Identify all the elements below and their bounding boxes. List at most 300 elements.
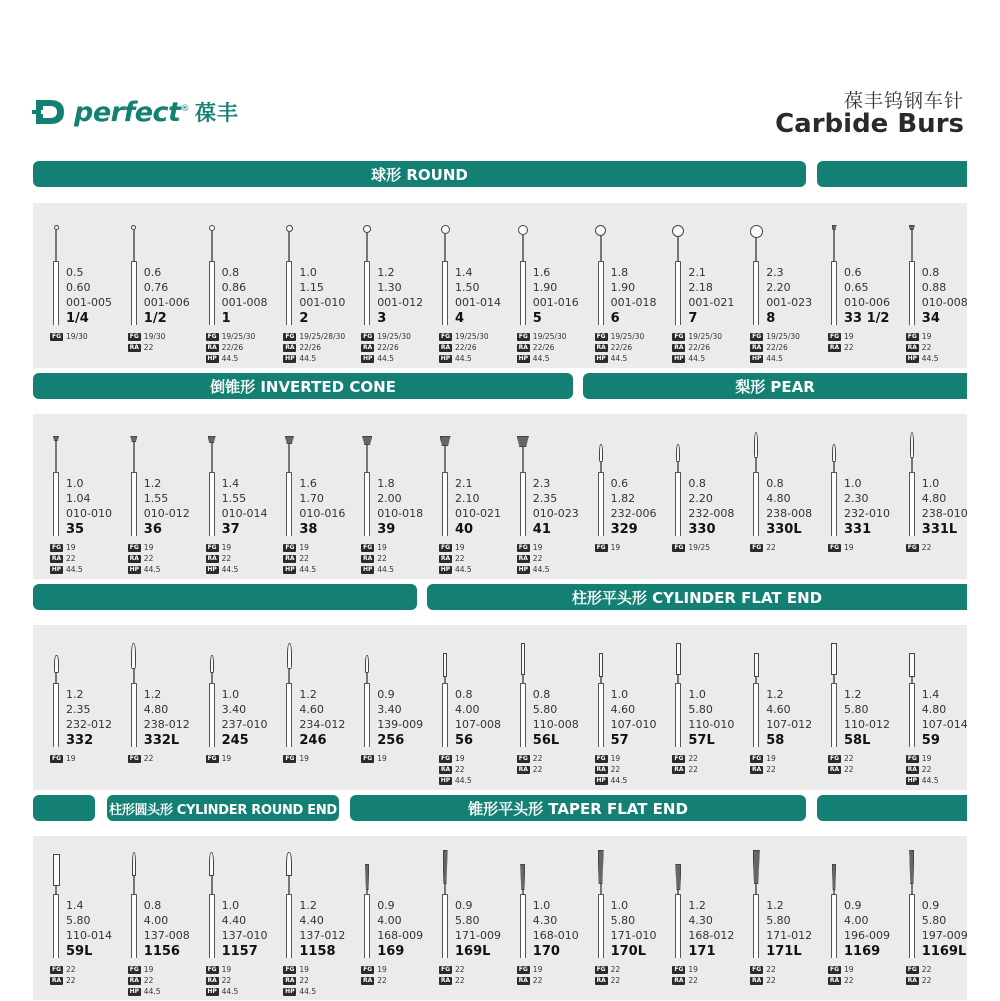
section-bar-round: 球形 ROUND: [33, 161, 806, 187]
bur-dimension-value: 0.8: [921, 266, 940, 279]
bur-dimension-value: 107-014: [921, 718, 968, 731]
bur-code: 1: [221, 311, 231, 326]
bur-neck: [600, 462, 602, 472]
bur-shank: [286, 683, 292, 747]
bur-item: [119, 836, 197, 1001]
bur-shank-specs: [828, 542, 854, 553]
spec-value: 22: [610, 765, 621, 774]
bur-code: 58: [766, 733, 785, 748]
spec-line: [361, 553, 394, 564]
spec-type-badge: HP: [596, 776, 606, 784]
spec-type-badge: RA: [440, 343, 451, 351]
bur-dimension-value: 1.8: [377, 477, 395, 490]
bur-item: [352, 414, 430, 579]
bur-dimension-value: 137-008: [143, 929, 190, 942]
bur-neck: [211, 231, 213, 261]
spec-value: 19: [921, 754, 932, 763]
bur-shank: [598, 472, 604, 536]
bur-item: [41, 203, 119, 368]
spec-line: [517, 975, 543, 986]
bur-neck: [366, 673, 368, 683]
bur-shank-specs: [50, 331, 88, 342]
spec-line: [595, 775, 628, 786]
bur-neck: [911, 677, 913, 683]
spec-value: 22: [143, 754, 154, 763]
bur-shank-specs: [750, 542, 776, 553]
bur-neck: [366, 445, 368, 472]
bur-dimension-value: 4.80: [766, 492, 791, 505]
spec-value: 19: [221, 965, 232, 974]
bur-dimensions: [299, 687, 345, 732]
spec-value: 44.5: [221, 354, 239, 363]
spec-line: [128, 986, 161, 997]
bur-dimensions: [222, 687, 268, 732]
spec-line: [750, 342, 800, 353]
spec-line: [206, 564, 239, 575]
bur-dimension-value: 5.80: [688, 703, 713, 716]
bur-item: [197, 836, 275, 1001]
spec-line: [906, 775, 939, 786]
bur-shank-specs: [439, 964, 465, 986]
bur-neck: [911, 884, 913, 894]
bur-item: [897, 203, 975, 368]
bur-dimension-value: 1.0: [610, 899, 629, 912]
bur-dimension-value: 001-016: [532, 296, 579, 309]
spec-type-badge: FG: [596, 543, 606, 551]
bur-shank-specs: [128, 331, 166, 353]
spec-type-badge: FG: [752, 754, 762, 762]
spec-type-badge: FG: [752, 965, 762, 973]
bur-neck: [288, 232, 290, 261]
spec-type-badge: FG: [829, 332, 840, 340]
bur-head: [599, 653, 603, 677]
bur-dimension-value: 2.3: [532, 477, 551, 490]
spec-line: [439, 353, 489, 364]
spec-value: 22/26: [299, 343, 322, 352]
bur-shank-specs: [361, 753, 387, 764]
bur-shank-specs: [750, 331, 800, 364]
bur-dimension-value: 001-008: [221, 296, 268, 309]
bur-head: [286, 852, 292, 876]
spec-type-badge: RA: [518, 765, 528, 773]
spec-value: 44.5: [455, 565, 472, 574]
bur-dimensions: [688, 265, 734, 310]
bur-code: 34: [921, 311, 940, 326]
spec-value: 19: [532, 965, 543, 974]
bur-dimension-value: 232-010: [844, 507, 890, 520]
spec-line: [828, 964, 854, 975]
bur-code: 33 1/2: [844, 311, 890, 326]
bur-shank: [909, 683, 915, 747]
spec-value: 44.5: [921, 776, 939, 785]
spec-line: [206, 342, 256, 353]
spec-type-badge: RA: [752, 343, 762, 351]
spec-line: [906, 353, 939, 364]
spec-type-badge: FG: [518, 332, 528, 340]
bur-item: [586, 836, 664, 1001]
bur-shank-specs: [206, 753, 232, 764]
bur-head: [676, 444, 680, 462]
bur-shank-specs: [206, 331, 256, 364]
bur-shank: [209, 472, 215, 536]
bur-neck: [755, 238, 757, 261]
spec-line: [439, 331, 489, 342]
bur-item: [119, 203, 197, 368]
spec-value: 22: [921, 543, 932, 552]
spec-line: [283, 986, 316, 997]
spec-line: [206, 353, 256, 364]
bur-dimension-value: 010-006: [844, 296, 890, 309]
spec-type-badge: HP: [285, 987, 295, 995]
bur-dimension-value: 0.60: [66, 281, 91, 294]
bur-shank-specs: [283, 331, 345, 364]
spec-type-badge: RA: [674, 976, 684, 984]
spec-type-badge: HP: [51, 565, 62, 573]
bur-dimensions: [922, 476, 968, 521]
spec-value: 22: [766, 976, 776, 985]
spec-line: [283, 964, 316, 975]
bur-shank: [286, 894, 292, 958]
spec-line: [361, 753, 387, 764]
spec-type-badge: FG: [829, 965, 840, 973]
bur-dimension-value: 0.8: [455, 688, 473, 701]
bur-head: [909, 850, 914, 884]
bur-head: [750, 225, 763, 238]
bur-dimension-value: 001-018: [610, 296, 657, 309]
bur-dimension-value: 010-016: [299, 507, 346, 520]
spec-type-badge: RA: [518, 554, 528, 562]
bur-dimensions: [66, 265, 112, 310]
bur-shank: [598, 683, 604, 747]
spec-line: [439, 775, 472, 786]
bur-head: [443, 850, 448, 884]
spec-type-badge: FG: [907, 754, 917, 762]
spec-line: [750, 353, 800, 364]
bur-dimension-value: 1.2: [299, 899, 317, 912]
spec-value: 22: [221, 976, 232, 985]
bur-head: [131, 225, 136, 230]
bur-code: 58L: [844, 733, 871, 748]
bur-dimension-value: 171-009: [455, 929, 501, 942]
bur-item: [897, 625, 975, 790]
spec-type-badge: RA: [596, 343, 606, 351]
bur-shank: [675, 894, 681, 958]
bur-dimensions: [222, 476, 268, 521]
bur-code: 4: [455, 311, 465, 326]
bur-shank: [753, 894, 759, 958]
bur-shank: [909, 894, 915, 958]
bur-dimension-value: 0.8: [532, 688, 551, 701]
bur-dimension-value: 2.18: [688, 281, 713, 294]
spec-value: 22: [532, 765, 543, 774]
bur-shank: [909, 472, 915, 536]
bur-dimensions: [299, 476, 345, 521]
bur-shank-specs: [361, 331, 411, 364]
bur-dimension-value: 0.88: [921, 281, 947, 294]
spec-line: [517, 764, 543, 775]
bur-item: [508, 414, 586, 579]
bur-head: [909, 225, 915, 230]
spec-type-badge: FG: [285, 965, 295, 973]
bur-head: [443, 653, 447, 677]
bur-dimension-value: 010-021: [455, 507, 501, 520]
bur-item: [508, 836, 586, 1001]
bur-dimension-value: 001-010: [299, 296, 346, 309]
spec-value: 22: [610, 965, 621, 974]
bur-dimension-value: 2.35: [532, 492, 558, 505]
bur-dimension-value: 1.2: [766, 899, 784, 912]
bur-dimensions: [688, 687, 734, 732]
spec-value: 19: [766, 754, 776, 763]
bur-neck: [755, 458, 757, 472]
bur-head: [754, 653, 759, 677]
bur-dimension-value: 1.8: [610, 266, 629, 279]
spec-line: [50, 753, 76, 764]
spec-type-badge: FG: [596, 332, 606, 340]
bur-dimension-value: 0.8: [766, 477, 784, 490]
brand-logo: [32, 92, 239, 132]
spec-value: 44.5: [143, 565, 161, 574]
bur-dimensions: [766, 898, 812, 943]
bur-code: 38: [299, 522, 318, 537]
bur-dimension-value: 4.00: [455, 703, 480, 716]
spec-line: [517, 553, 550, 564]
spec-value: 44.5: [532, 354, 550, 363]
spec-value: 22: [688, 976, 698, 985]
spec-line: [50, 964, 76, 975]
bur-shank: [675, 472, 681, 536]
spec-type-badge: HP: [129, 987, 139, 995]
spec-type-badge: FG: [51, 332, 62, 340]
bur-neck: [833, 675, 835, 683]
bur-shank-specs: [906, 964, 932, 986]
spec-value: 22/26: [455, 343, 477, 352]
bur-dimension-value: 010-023: [532, 507, 579, 520]
bur-dimension-value: 1.2: [299, 688, 317, 701]
bur-item: [119, 414, 197, 579]
bur-dimension-value: 4.60: [299, 703, 324, 716]
bur-dimension-value: 1.0: [688, 688, 706, 701]
spec-value: 19: [921, 332, 932, 341]
spec-line: [283, 553, 316, 564]
bur-code: 6: [610, 311, 620, 326]
bur-item: [352, 203, 430, 368]
bur-head: [287, 643, 292, 669]
bur-item: [197, 203, 275, 368]
bur-neck: [133, 669, 135, 683]
spec-type-badge: RA: [907, 765, 917, 773]
bur-dimension-value: 5.80: [66, 914, 91, 927]
bur-item: [741, 625, 819, 790]
bur-code: 36: [143, 522, 162, 537]
spec-line: [128, 564, 161, 575]
catalog-title-cn: 葆丰钨钢车针: [843, 90, 964, 112]
spec-value: 19/25/30: [688, 332, 723, 341]
bur-head: [286, 225, 293, 232]
spec-line: [206, 331, 256, 342]
bur-shank-specs: [206, 964, 239, 997]
spec-line: [750, 975, 776, 986]
bur-shank: [753, 472, 759, 536]
bur-dimension-value: 2.3: [766, 266, 784, 279]
bur-dimension-value: 5.80: [766, 914, 791, 927]
spec-value: 22/26: [532, 343, 555, 352]
spec-type-badge: HP: [440, 565, 451, 573]
spec-value: 19/25/30: [610, 332, 645, 341]
spec-line: [672, 331, 722, 342]
bur-dimension-value: 010-012: [143, 507, 190, 520]
bur-dimension-value: 4.40: [221, 914, 247, 927]
spec-type-badge: FG: [752, 332, 762, 340]
section-bar-taper-flat: 锥形平头形 TAPER FLAT END: [350, 795, 806, 821]
bur-neck: [288, 876, 290, 894]
spec-line: [828, 542, 854, 553]
bur-dimensions: [144, 476, 190, 521]
spec-value: 19: [221, 543, 232, 552]
spec-value: 22: [921, 965, 932, 974]
spec-line: [361, 564, 394, 575]
bur-item: [352, 836, 430, 1001]
bur-neck: [133, 230, 135, 261]
spec-type-badge: RA: [285, 343, 295, 351]
bur-dimension-value: 2.35: [66, 703, 91, 716]
bur-shank: [364, 683, 370, 747]
bur-dimension-value: 1.55: [221, 492, 247, 505]
spec-value: 19/25/30: [766, 332, 800, 341]
bur-item: [197, 625, 275, 790]
bur-head: [365, 655, 369, 673]
bur-dimension-value: 1.0: [921, 477, 940, 490]
spec-value: 19: [66, 754, 76, 763]
bur-dimensions: [377, 898, 423, 943]
bur-shank-specs: [439, 542, 472, 575]
spec-line: [361, 964, 387, 975]
spec-type-badge: RA: [829, 343, 840, 351]
bur-item: [663, 836, 741, 1001]
spec-type-badge: FG: [752, 543, 762, 551]
spec-type-badge: RA: [129, 976, 139, 984]
bur-shank: [442, 894, 448, 958]
spec-line: [595, 353, 645, 364]
spec-value: 44.5: [921, 354, 939, 363]
bur-item: [508, 625, 586, 790]
spec-value: 19/25/28/30: [299, 332, 346, 341]
bur-code: 5: [532, 311, 542, 326]
spec-value: 19: [299, 754, 309, 763]
bur-dimension-value: 4.80: [921, 492, 947, 505]
bur-code: 331: [844, 522, 872, 537]
bur-shank: [831, 683, 837, 747]
spec-type-badge: FG: [207, 332, 217, 340]
section-bar-pear-cont: [33, 584, 417, 610]
bur-code: 169: [377, 944, 405, 959]
spec-value: 22: [455, 965, 465, 974]
section-bar-pear-label: 梨形 PEAR: [735, 377, 815, 396]
spec-line: [206, 553, 239, 564]
bur-shank-specs: [283, 964, 316, 997]
bur-head: [363, 225, 371, 233]
spec-type-badge: FG: [829, 543, 840, 551]
bur-dimension-value: 1.0: [221, 899, 240, 912]
bur-item: [430, 836, 508, 1001]
bur-shank: [909, 261, 915, 325]
section-bar-cylinder-flat-label: 柱形平头形 CYLINDER FLAT END: [571, 588, 823, 607]
bur-shank: [442, 472, 448, 536]
spec-line: [50, 975, 76, 986]
bur-dimension-value: 1.30: [377, 281, 402, 294]
spec-type-badge: HP: [907, 776, 917, 784]
bur-dimension-value: 5.80: [921, 914, 947, 927]
bur-item: [274, 625, 352, 790]
bur-dimensions: [688, 476, 734, 521]
bur-head: [517, 436, 529, 447]
bur-dimension-value: 1.4: [455, 266, 473, 279]
bur-code: 59: [921, 733, 940, 748]
spec-value: 19: [143, 543, 154, 552]
spec-type-badge: RA: [829, 976, 840, 984]
spec-type-badge: FG: [285, 543, 295, 551]
bur-code: 1158: [299, 944, 336, 959]
bur-code: 59L: [66, 944, 93, 959]
bur-shank: [286, 261, 292, 325]
bur-shank-specs: [595, 542, 621, 553]
spec-line: [439, 753, 472, 764]
spec-line: [361, 975, 387, 986]
bur-code: 40: [455, 522, 474, 537]
spec-line: [128, 975, 161, 986]
spec-type-badge: RA: [596, 765, 606, 773]
bur-dimension-value: 110-014: [66, 929, 112, 942]
bur-code: 56: [455, 733, 474, 748]
bur-neck: [133, 876, 135, 894]
bur-dimensions: [611, 476, 657, 521]
spec-value: 44.5: [299, 987, 317, 996]
spec-value: 19/25/30: [455, 332, 489, 341]
spec-value: 22: [377, 554, 387, 563]
bur-head: [54, 225, 59, 230]
spec-type-badge: FG: [129, 332, 139, 340]
bur-dimension-value: 1.0: [610, 688, 629, 701]
bur-dimension-value: 4.80: [921, 703, 947, 716]
spec-value: 44.5: [221, 565, 239, 574]
bur-dimensions: [688, 898, 734, 943]
bur-dimension-value: 1.0: [532, 899, 551, 912]
spec-value: 22: [766, 765, 776, 774]
bur-shank-specs: [50, 542, 83, 575]
bur-shank-specs: [672, 964, 698, 986]
bur-shank: [131, 472, 137, 536]
bur-dimensions: [766, 265, 812, 310]
bur-shank: [675, 261, 681, 325]
spec-type-badge: FG: [129, 965, 139, 973]
bur-dimensions: [533, 265, 579, 310]
spec-value: 22: [688, 765, 698, 774]
spec-value: 19: [844, 332, 854, 341]
spec-type-badge: RA: [518, 343, 528, 351]
spec-line: [750, 764, 776, 775]
spec-type-badge: RA: [51, 976, 62, 984]
spec-type-badge: RA: [207, 554, 217, 562]
bur-dimension-value: 1.2: [688, 899, 706, 912]
spec-type-badge: FG: [51, 965, 62, 973]
spec-type-badge: FG: [907, 543, 917, 551]
spec-value: 22: [688, 754, 698, 763]
spec-line: [750, 331, 800, 342]
bur-dimension-value: 110-012: [844, 718, 890, 731]
spec-type-badge: HP: [596, 354, 606, 362]
spec-value: 22: [143, 343, 154, 352]
spec-line: [361, 342, 411, 353]
